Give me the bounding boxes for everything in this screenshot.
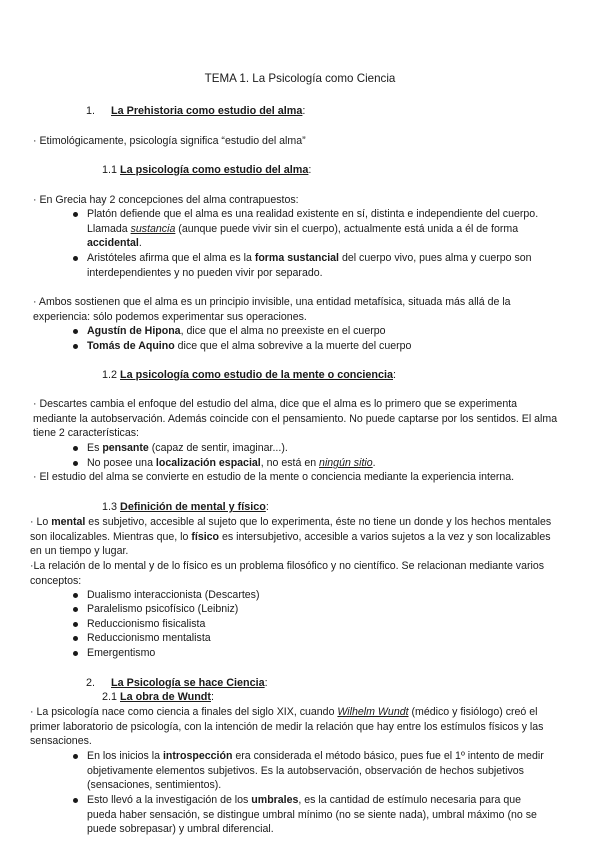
umbrales-text-a: Esto llevó a la investigación de los	[87, 794, 252, 806]
agustin-name: Agustín de Hipona	[87, 325, 181, 337]
section-1-3-colon: :	[265, 501, 269, 513]
list-item: Paralelismo psicofísico (Leibniz)	[87, 602, 552, 617]
list-item	[87, 441, 552, 456]
section-2-1-number: 2.1	[102, 691, 118, 703]
section-1-2-heading	[102, 368, 396, 383]
list-item	[87, 339, 552, 354]
section-2-title: La Psicología se hace Ciencia	[111, 677, 265, 689]
section-2-number: 2.	[86, 677, 96, 689]
mental-text-a: · Lo	[30, 516, 52, 528]
document-title: TEMA 1. La Psicología como Ciencia	[204, 72, 396, 85]
section-2-1-heading	[102, 690, 214, 705]
localizacion-text-a: No posee una	[87, 457, 156, 469]
introspeccion-text-a: En los inicios la	[87, 750, 163, 762]
section-2-heading	[86, 676, 268, 691]
umbrales-text-c: , es la cantidad de estímulo necesaria para que pueda haber sensación, se distingue umbral mínimo (no se siente nada), umbral máximo (no se puede sobrepasar) y umbral diferencial.	[87, 794, 537, 836]
list-item	[87, 207, 552, 251]
section-1-3-heading	[102, 500, 269, 515]
tomas-name: Tomás de Aquino	[87, 340, 175, 352]
introspeccion-word: introspección	[162, 750, 233, 762]
section-1-3-title: Definición de mental y físico	[120, 501, 266, 513]
section-1-2-number: 1.2	[102, 369, 118, 381]
list-item	[87, 456, 552, 471]
aristoteles-text-c: del cuerpo vivo, pues alma y cuerpo son interdependientes y no pueden vivir por separado.	[87, 252, 532, 279]
wilhelm-wundt: Wilhelm Wundt	[337, 706, 409, 718]
list-item	[87, 749, 552, 793]
mental-text-c: es subjetivo, accesible al sujeto que lo experimenta, éste no tiene un donde y los hechos mentales son ilocalizables. Mientras que, lo	[30, 516, 552, 543]
section-1-title: La Prehistoria como estudio del alma	[111, 105, 303, 117]
platon-text-a: Platón defiende que el alma es una realidad existente en sí, distinta e independiente del cuerpo. Llamada	[87, 208, 539, 235]
wundt-paragraph	[30, 705, 560, 749]
section-2-1-colon: :	[211, 691, 214, 703]
platon-accidental: accidental	[87, 237, 139, 250]
fisico-word: físico	[191, 530, 220, 543]
section-1-2-colon: :	[393, 369, 397, 381]
section-1-heading	[86, 104, 305, 119]
localizacion-text-e: .	[372, 457, 376, 469]
agustin-text: , dice que el alma no preexiste en el cuerpo	[180, 325, 386, 337]
list-item	[87, 793, 552, 837]
aristoteles-text-a: Aristóteles afirma que el alma es la	[87, 252, 255, 264]
relacion-paragraph: ·La relación de lo mental y de lo físico es un problema filosófico y no científico. Se relacionan mediante varios conceptos:	[30, 560, 545, 587]
pensante-text-c: (capaz de sentir, imaginar...).	[148, 442, 288, 454]
section-1-3-number: 1.3	[102, 501, 118, 513]
section-1-1-number: 1.1	[102, 164, 118, 176]
aristoteles-forma-sustancial: forma sustancial	[254, 252, 340, 264]
section-1-1-colon: :	[308, 164, 312, 176]
pensante-word: pensante	[102, 442, 149, 454]
list-item: Dualismo interaccionista (Descartes)	[87, 588, 552, 603]
list-item: Reduccionismo fisicalista	[87, 617, 552, 632]
umbrales-word: umbrales	[251, 794, 299, 806]
list-item	[87, 324, 552, 339]
descartes-paragraph: · Descartes cambia el enfoque del estudio del alma, dice que el alma es lo primero que se experimenta mediante la autobservación. Además coincide con el pensamiento. No puede captarse por los sentidos. El alma tiene 2 características:	[33, 398, 558, 440]
list-item	[87, 251, 552, 280]
section-2-colon: :	[264, 677, 268, 689]
estudio-paragraph: · El estudio del alma se convierte en estudio de la mente o conciencia mediante la experiencia interna.	[33, 471, 515, 483]
mental-word: mental	[51, 516, 86, 528]
platon-text-c: (aunque puede vivir sin el cuerpo), actualmente está unida a él de forma	[175, 222, 519, 235]
introspeccion-text-c: era considerada el método básico, pues fue el 1º intento de medir objetivamente elementos subjetivos. Es la autobservación, observación de hechos subjetivos (sensaciones, sentimientos).	[87, 750, 544, 792]
grecia-paragraph: · En Grecia hay 2 concepciones del alma contrapuestos:	[33, 194, 299, 206]
section-2-1-title: La obra de Wundt	[120, 691, 211, 703]
list-item: Emergentismo	[87, 646, 552, 661]
mental-paragraph	[30, 515, 560, 559]
etimologia-paragraph: · Etimológicamente, psicología significa “estudio del alma”	[33, 135, 306, 147]
section-1-colon: :	[302, 105, 306, 117]
localizacion-espacial: localización espacial	[155, 457, 261, 469]
ningun-sitio: ningún sitio	[319, 457, 373, 469]
platon-sustancia: sustancia	[130, 222, 176, 235]
ambos-paragraph: · Ambos sostienen que el alma es un principio invisible, una entidad metafísica, situada más allá de la experiencia: sólo podemos experimentar sus operaciones.	[33, 296, 511, 323]
wundt-text-c: (médico y fisiólogo) creó el primer laboratorio de psicología, con la intención de medir la relación que hay entre los estímulos físicos y las sensaciones.	[30, 706, 544, 748]
section-1-number: 1.	[86, 105, 96, 117]
mental-text-e: es intersubjetivo, accesible a varios sujetos a la vez y son localizables en un tiempo y lugar.	[30, 530, 551, 558]
section-1-1-title: La psicología como estudio del alma	[120, 164, 309, 176]
pensante-text-a: Es	[87, 442, 103, 454]
wundt-text-a: · La psicología nace como ciencia a finales del siglo XIX, cuando	[30, 706, 338, 718]
list-item: Reduccionismo mentalista	[87, 631, 552, 646]
section-1-1-heading	[102, 163, 311, 178]
tomas-text: dice que el alma sobrevive a la muerte del cuerpo	[174, 340, 412, 352]
platon-text-e: .	[138, 237, 142, 250]
section-1-2-title: La psicología como estudio de la mente o conciencia	[120, 369, 394, 381]
localizacion-text-c: , no está en	[260, 457, 320, 469]
